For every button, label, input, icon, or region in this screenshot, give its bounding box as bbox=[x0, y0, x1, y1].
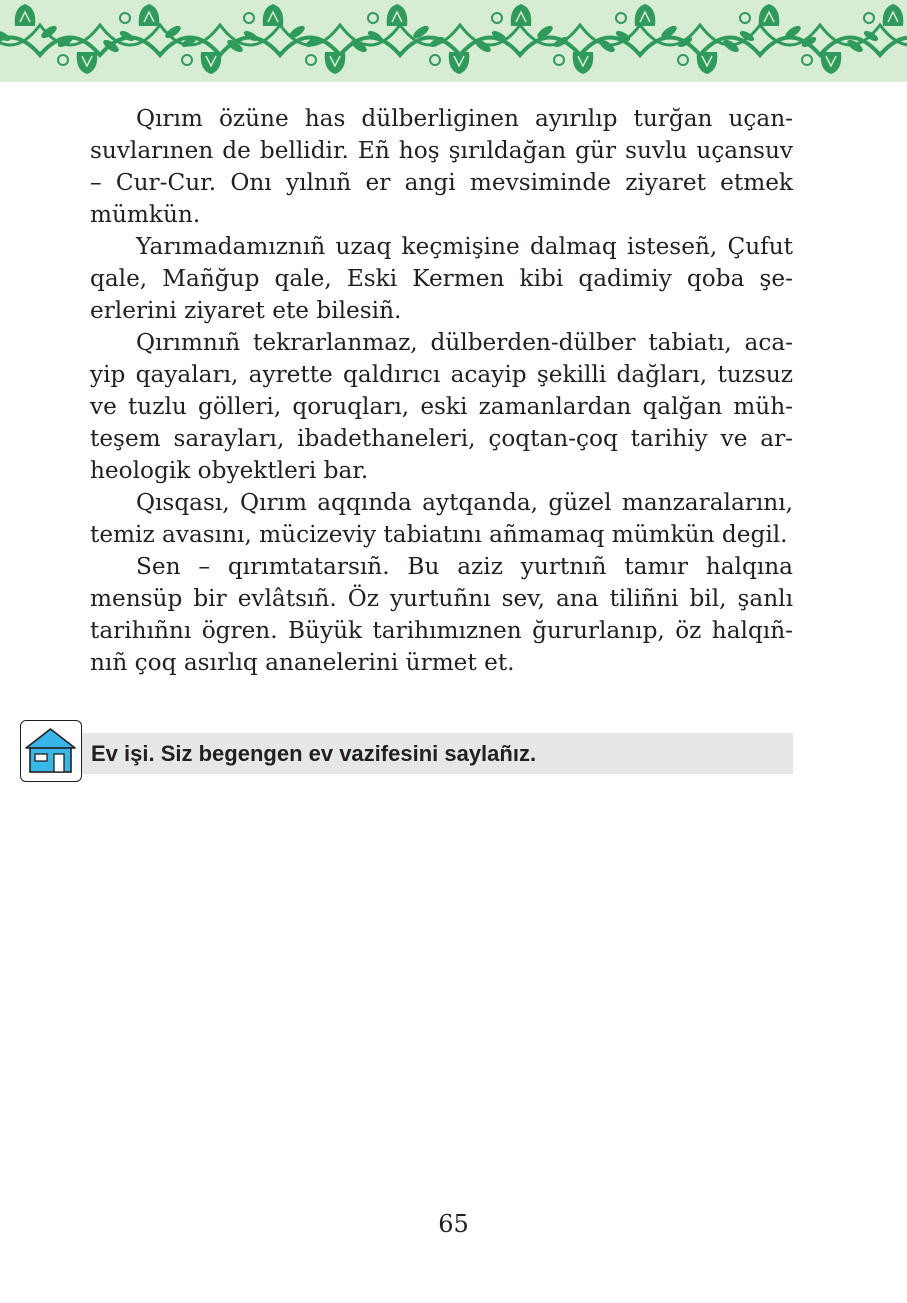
paragraph-summary: Qısqası, Qırım aqqında aytqanda, güzel manzaralarını, temiz avasını, mücizeviy tabiatını añmamaq mümkün degil. bbox=[90, 489, 793, 548]
main-text bbox=[90, 103, 793, 679]
paragraph-waterfalls: Qırım özüne has dülberliginen ayırılıp turğan uçansuvlarınen de bellidir. Eñ hoş şırıldağan gür suvlu uçansuv – Cur-Cur. Onı yılnıñ er angi mevsiminde ziyaret etmek mümkün. bbox=[90, 105, 793, 228]
floral-border-banner bbox=[0, 0, 907, 82]
paragraph-identity: Sen – qırımtatarsıñ. Bu aziz yurtnıñ tamır halqına mensüp bir evlâtsıñ. Öz yurtuñnı sev, ana tiliñni bil, şanlı tarihıñnı ögren. Büyük tarihımıznen ğururlanıp, öz halqıñnıñ çoq asırlıq ananelerini ürmet et. bbox=[90, 553, 793, 676]
house-icon bbox=[20, 720, 82, 782]
homework-section bbox=[20, 720, 793, 784]
floral-ornament-icon bbox=[0, 0, 907, 82]
homework-text: Ev işi. Siz begengen ev vazifesini saylañız. bbox=[91, 741, 537, 766]
paragraph-ancient-cities: Yarımadamıznıñ uzaq keçmişine dalmaq isteseñ, Çufut qale, Mañğup qale, Eski Kermen kibi qadimiy qoba şeerlerini ziyaret ete bilesiñ. bbox=[90, 233, 793, 324]
paragraph-nature: Qırımnıñ tekrarlanmaz, dülberden-dülber tabiatı, acayip qayaları, ayrette qaldırıcı acayip şekilli dağları, tuzsuz ve tuzlu gölleri, qoruqları, eski zamanlardan qalğan mühteşem sarayları, ibadethaneleri, çoqtan-çoq tarihiy ve arheologik obyektleri bar. bbox=[90, 329, 793, 484]
page-number: 65 bbox=[438, 1210, 469, 1238]
